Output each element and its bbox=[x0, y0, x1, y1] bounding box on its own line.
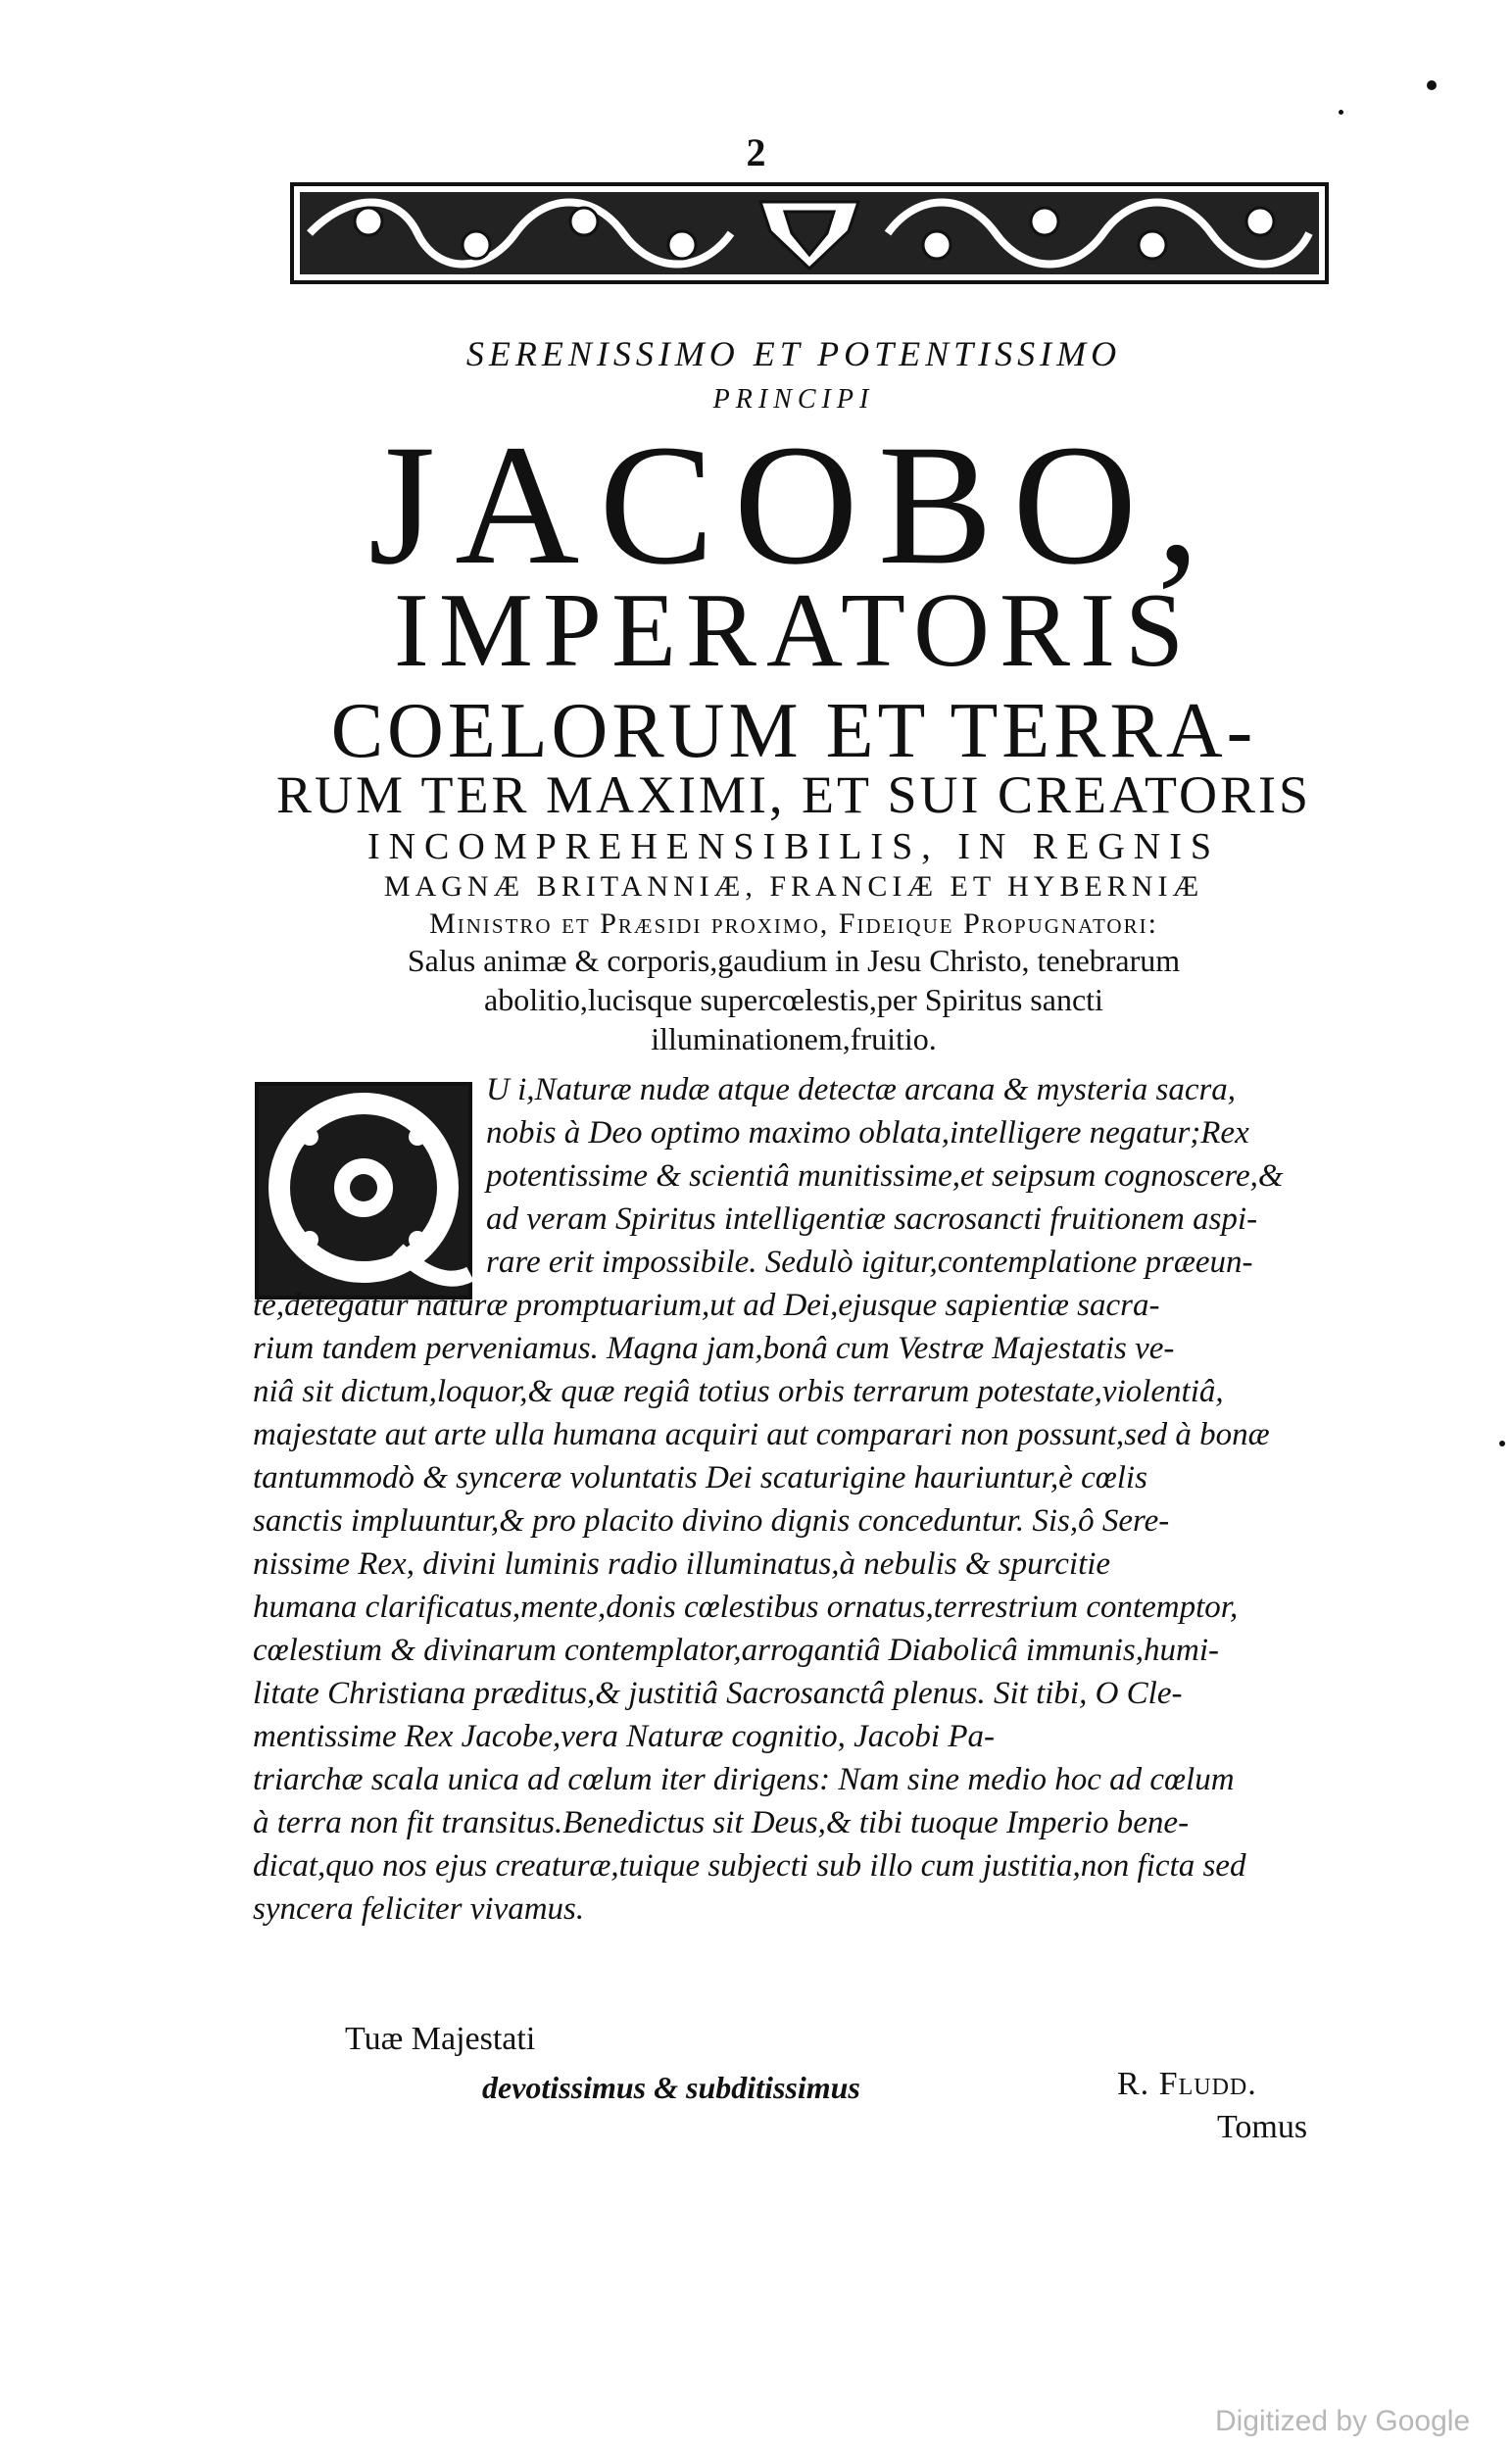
body-line-2: nobis à Deo optimo maximo oblata,intelligere negatur;Rex bbox=[486, 1115, 1249, 1151]
salutation: Tuæ Majestati bbox=[345, 2021, 536, 2057]
body-line-8: niâ sit dictum,loquor,& quæ regiâ totius orbis terrarum potestate,violentiâ, bbox=[253, 1374, 1224, 1409]
ink-speck bbox=[1339, 110, 1343, 115]
ornamental-headpiece bbox=[290, 182, 1329, 284]
page-number: 2 bbox=[746, 130, 766, 174]
dedication-line-11: abolitio,lucisque supercœlestis,per Spiritus sancti bbox=[484, 982, 1103, 1017]
dedication-line-7: INCOMPREHENSIBILIS, IN REGNIS bbox=[366, 826, 1221, 867]
decorated-initial-q bbox=[251, 1078, 476, 1303]
body-line-3: potentissime & scientiâ munitissime,et seipsum cognoscere,& bbox=[486, 1158, 1284, 1194]
body-line-10: tantummodò & synceræ voluntatis Dei scaturigine hauriuntur,è cœlis bbox=[253, 1460, 1147, 1495]
body-line-7: rium tandem perveniamus. Magna jam,bonâ cum Vestræ Majestatis ve- bbox=[253, 1331, 1175, 1366]
body-line-16: mentissime Rex Jacobe,vera Naturæ cognitio, Jacobi Pa- bbox=[253, 1719, 995, 1754]
body-line-18: à terra non fit transitus.Benedictus sit Deus,& tibi tuoque Imperio bene- bbox=[253, 1805, 1190, 1840]
closing-formula: devotissimus & subditissimus bbox=[482, 2070, 860, 2105]
dedication-line-9: Ministro et Præsidi proximo, Fideique Propugnatori: bbox=[429, 907, 1158, 940]
dedication-line-8: MAGNÆ BRITANNIÆ, FRANCIÆ ET HYBERNIÆ bbox=[383, 870, 1204, 903]
dedication-line-4: IMPERATORIS bbox=[393, 572, 1195, 689]
dedication-line-3: JACOBO, bbox=[367, 410, 1220, 601]
ink-speck bbox=[1499, 1441, 1505, 1446]
body-line-15: litate Christiana præditus,& justitiâ Sacrosanctâ plenus. Sit tibi, O Cle- bbox=[253, 1676, 1183, 1711]
body-line-9: majestate aut arte ulla humana acquiri aut comparari non possunt,sed à bonæ bbox=[253, 1417, 1270, 1452]
dedication-line-1: SERENISSIMO ET POTENTISSIMO bbox=[465, 334, 1122, 373]
digitization-watermark: Digitized by Google bbox=[1215, 2405, 1471, 2437]
author-signature: R. Fludd. bbox=[1117, 2066, 1257, 2102]
body-line-12: nissime Rex, divini luminis radio illuminatus,à nebulis & spurcitie bbox=[253, 1546, 1111, 1582]
dedication-line-5: COELORUM ET TERRA- bbox=[330, 688, 1257, 774]
body-line-17: triarchæ scala unica ad cœlum iter dirigens: Nam sine medio hoc ad cœlum bbox=[253, 1762, 1235, 1797]
body-line-13: humana clarificatus,mente,donis cœlestibus ornatus,terrestrium contemptor, bbox=[253, 1590, 1239, 1625]
dedication-line-6: RUM TER MAXIMI, ET SUI CREATORIS bbox=[275, 765, 1312, 824]
dedication-line-12: illuminationem,fruitio. bbox=[651, 1021, 937, 1056]
catchword: Tomus bbox=[1217, 2109, 1308, 2145]
dedication-line-10: Salus animæ & corporis,gaudium in Jesu Christo, tenebrarum bbox=[407, 943, 1181, 978]
body-line-11: sanctis impluuntur,& pro placito divino dignis conceduntur. Sis,ô Sere- bbox=[253, 1503, 1170, 1539]
body-line-19: dicat,quo nos ejus creaturæ,tuique subjecti sub illo cum justitia,non ficta sed bbox=[253, 1848, 1246, 1884]
body-line-6: te,detegatur naturæ promptuarium,ut ad Dei,ejusque sapientiæ sacra- bbox=[253, 1288, 1160, 1323]
body-line-20: syncera feliciter vivamus. bbox=[253, 1891, 585, 1927]
body-line-5: rare erit impossibile. Sedulò igitur,contemplatione præeun- bbox=[486, 1245, 1253, 1280]
ink-speck bbox=[1427, 80, 1437, 90]
body-line-4: ad veram Spiritus intelligentiæ sacrosancti fruitionem aspi- bbox=[486, 1201, 1258, 1237]
body-line-14: cœlestium & divinarum contemplator,arrogantiâ Diabolicâ immunis,humi- bbox=[253, 1633, 1219, 1668]
body-line-1: U i,Naturæ nudæ atque detectæ arcana & mysteria sacra, bbox=[486, 1072, 1237, 1107]
dedication-line-2: PRINCIPI bbox=[712, 384, 875, 415]
